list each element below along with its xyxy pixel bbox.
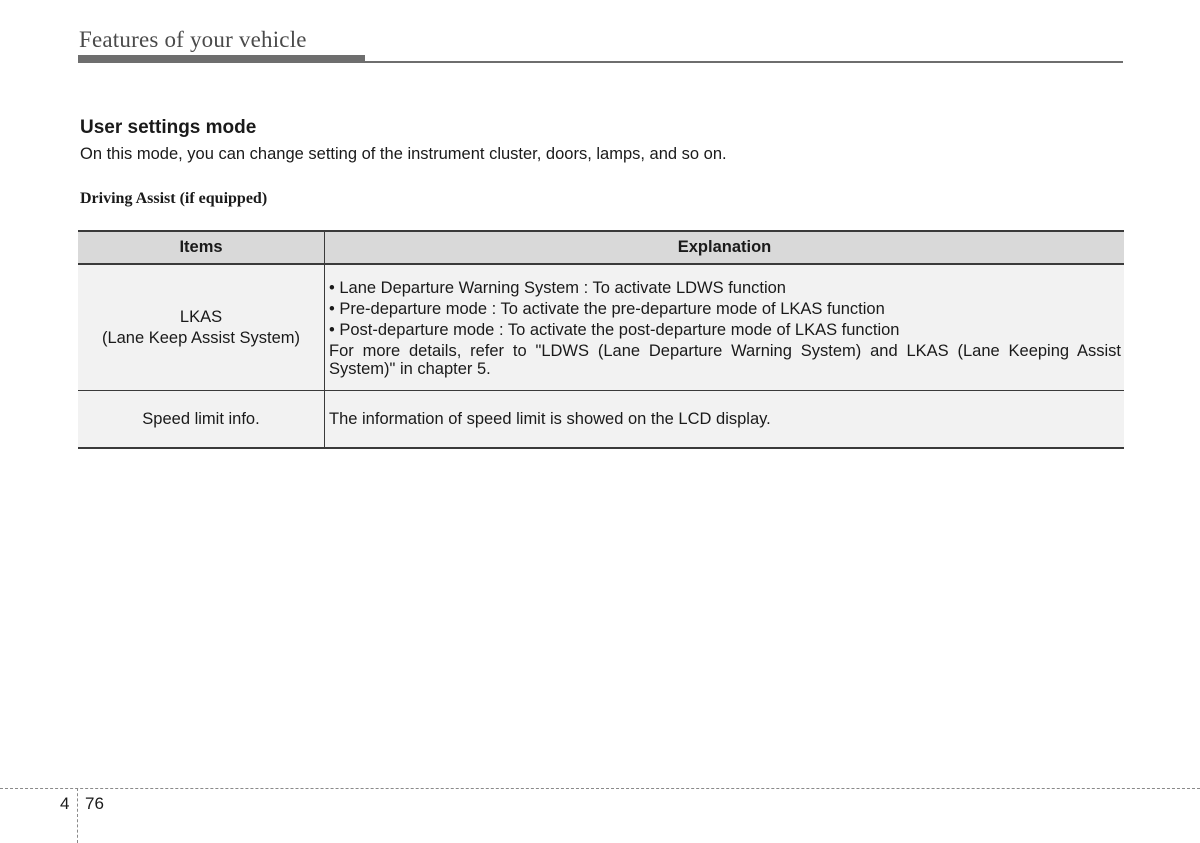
table-header-row bbox=[78, 231, 1124, 264]
item-cell bbox=[78, 264, 325, 391]
explanation-cell bbox=[325, 264, 1125, 391]
section-intro: On this mode, you can change setting of the instrument cluster, doors, lamps, and so on. bbox=[80, 145, 727, 163]
explanation-cell: The information of speed limit is showed on the LCD display. bbox=[325, 391, 1125, 449]
details-note: For more details, refer to "LDWS (Lane Departure Warning System) and LKAS (Lane Keeping Assist System)" in chapter 5. bbox=[329, 341, 1121, 378]
bullet-item: • Post-departure mode : To activate the post-departure mode of LKAS function bbox=[329, 320, 900, 339]
column-header-explanation: Explanation bbox=[325, 231, 1125, 264]
subsection-heading: Driving Assist (if equipped) bbox=[80, 190, 268, 207]
bullet-item: • Pre-departure mode : To activate the pre-departure mode of LKAS function bbox=[329, 299, 885, 318]
item-cell: Speed limit info. bbox=[78, 391, 325, 449]
table-row bbox=[78, 264, 1124, 391]
column-header-items: Items bbox=[78, 231, 325, 264]
section-heading: User settings mode bbox=[80, 117, 257, 138]
header-rule-thick bbox=[78, 55, 365, 63]
footer-divider bbox=[0, 788, 1200, 789]
table-row bbox=[78, 391, 1124, 449]
bullet-item: • Lane Departure Warning System : To activate LDWS function bbox=[329, 278, 786, 297]
footer-vertical-divider bbox=[77, 788, 78, 843]
page-number: 76 bbox=[85, 794, 104, 813]
item-name: LKAS bbox=[179, 307, 223, 326]
chapter-number: 4 bbox=[60, 794, 70, 813]
page-header-title: Features of your vehicle bbox=[79, 27, 307, 52]
settings-table bbox=[78, 230, 1124, 449]
item-fullname: (Lane Keep Assist System) bbox=[101, 328, 301, 347]
header-rule-thin bbox=[365, 61, 1123, 63]
